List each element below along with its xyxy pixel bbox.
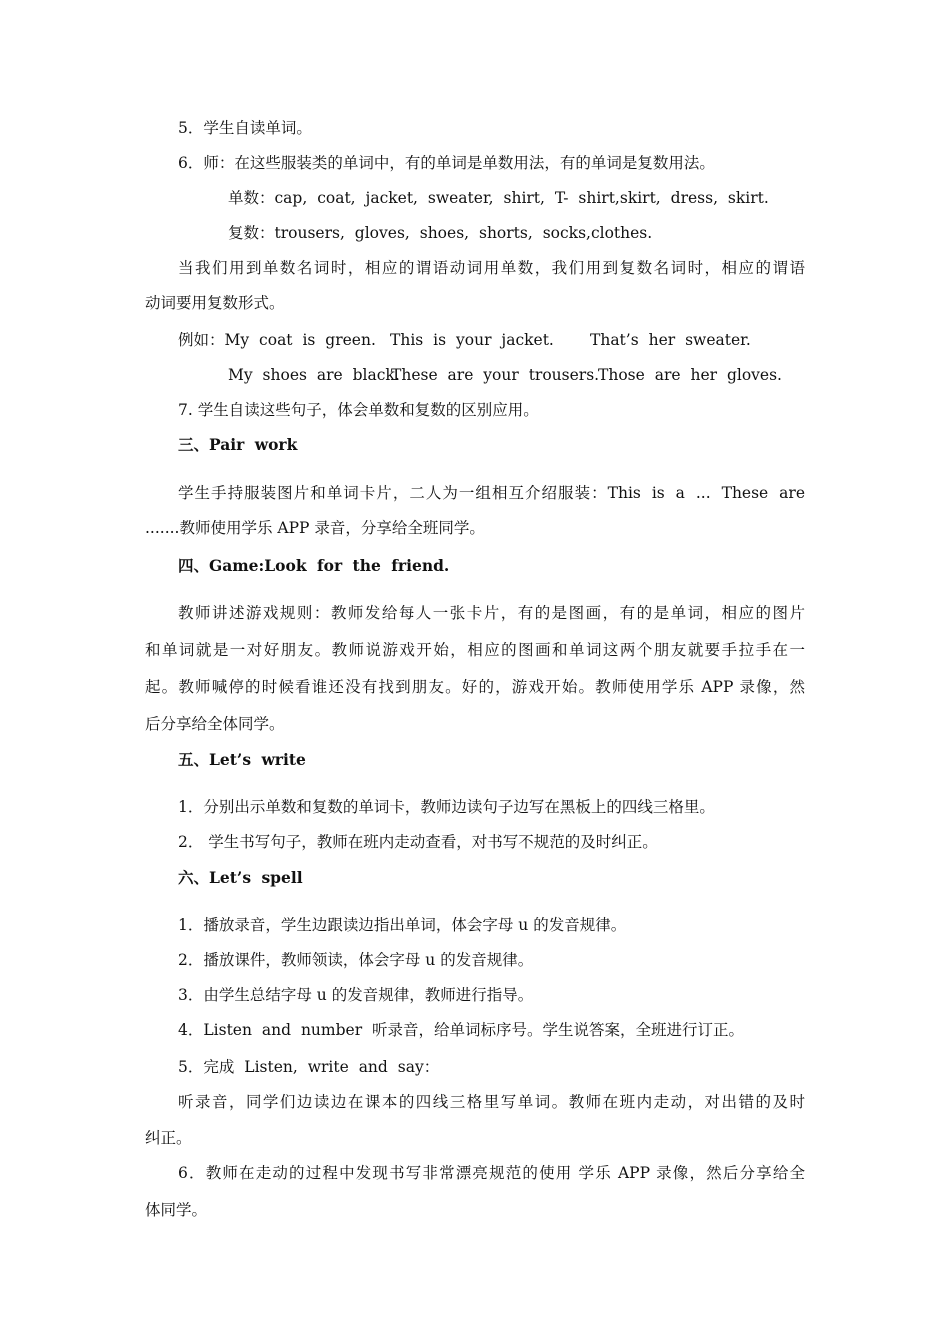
grammar-explanation-line-2: 动词要用复数形式。	[145, 294, 285, 312]
section-heading-game: 四、Game:Look for the friend.	[178, 556, 450, 575]
example-singular-3: That’s her sweater.	[590, 331, 751, 349]
game-rules-line-4: 后分享给全体同学。	[145, 715, 285, 733]
example-singular-2: This is your jacket.	[390, 331, 554, 349]
spell-step-6-line-2: 体同学。	[145, 1201, 208, 1219]
example-plural-2: These are your trousers.	[391, 366, 600, 384]
example-plural-3: Those are her gloves.	[598, 366, 782, 384]
step-6-teacher-note: 6．师：在这些服装类的单词中，有的单词是单数用法，有的单词是复数用法。	[178, 154, 715, 172]
example-plural-1: My shoes are black.	[228, 366, 400, 384]
spell-step-5: 5．完成 Listen, write and say：	[178, 1058, 440, 1076]
spell-step-5-detail-line-1: 听录音，同学们边读边在课本的四线三格里写单词。教师在班内走动，对出错的及时	[178, 1093, 805, 1111]
singular-word-list: 单数：cap, coat, jacket, sweater, shirt, T- shirt,skirt, dress, skirt.	[228, 189, 769, 207]
pair-work-line-1: 学生手持服装图片和单词卡片，二人为一组相互介绍服装：This is a ... These are	[178, 484, 805, 502]
spell-step-3: 3．由学生总结字母 u 的发音规律，教师进行指导。	[178, 986, 534, 1004]
grammar-explanation-line-1: 当我们用到单数名词时，相应的谓语动词用单数，我们用到复数名词时，相应的谓语	[178, 259, 805, 277]
section-heading-lets-spell: 六、Let’s spell	[178, 868, 303, 887]
write-step-2: 2． 学生书写句子，教师在班内走动查看，对书写不规范的及时纠正。	[178, 833, 658, 851]
spell-step-6-line-1: 6．教师在走动的过程中发现书写非常漂亮规范的使用 学乐 APP 录像，然后分享给全	[178, 1164, 805, 1182]
step-5-self-read: 5．学生自读单词。	[178, 119, 312, 137]
plural-word-list: 复数：trousers, gloves, shoes, shorts, socks,clothes.	[228, 224, 653, 242]
example-singular-1: 例如：My coat is green.	[178, 331, 376, 349]
spell-step-4: 4．Listen and number 听录音，给单词标序号。学生说答案，全班进行订正。	[178, 1021, 745, 1039]
section-heading-lets-write: 五、Let’s write	[178, 750, 306, 769]
spell-step-1: 1．播放录音，学生边跟读边指出单词，体会字母 u 的发音规律。	[178, 916, 627, 934]
game-rules-line-2: 和单词就是一对好朋友。教师说游戏开始，相应的图画和单词这两个朋友就要手拉手在一	[145, 641, 805, 659]
write-step-1: 1．分别出示单数和复数的单词卡，教师边读句子边写在黑板上的四线三格里。	[178, 798, 715, 816]
game-rules-line-3: 起。教师喊停的时候看谁还没有找到朋友。好的，游戏开始。教师使用学乐 APP 录像，然	[145, 678, 805, 696]
step-7-read-sentences: 7. 学生自读这些句子，体会单数和复数的区别应用。	[178, 401, 539, 419]
spell-step-5-detail-line-2: 纠正。	[145, 1129, 192, 1147]
section-heading-pair-work: 三、Pair work	[178, 435, 298, 454]
game-rules-line-1: 教师讲述游戏规则：教师发给每人一张卡片，有的是图画，有的是单词，相应的图片	[178, 604, 805, 622]
spell-step-2: 2．播放课件，教师领读，体会字母 u 的发音规律。	[178, 951, 534, 969]
pair-work-line-2: .......教师使用学乐 APP 录音，分享给全班同学。	[145, 519, 485, 537]
